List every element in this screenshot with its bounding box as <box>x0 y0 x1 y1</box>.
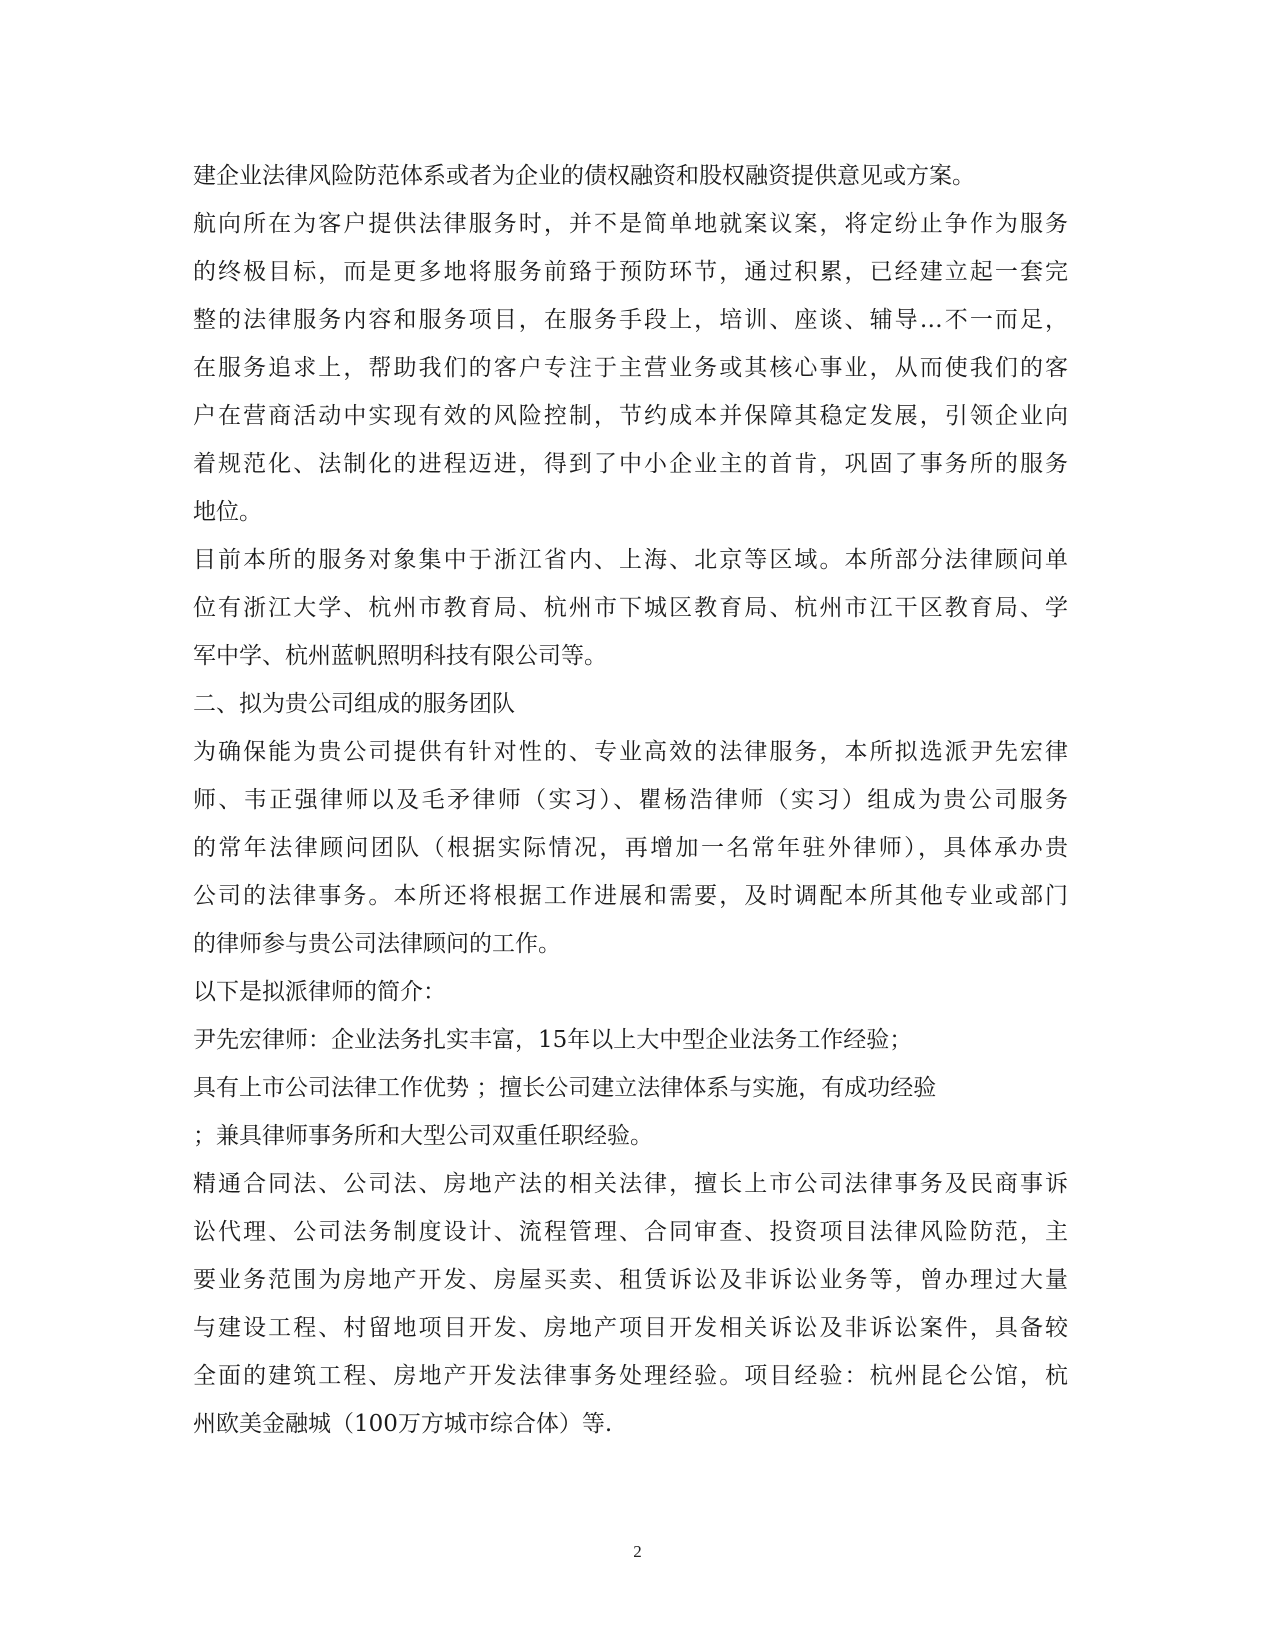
text-line: ；兼具律师事务所和大型公司双重任职经验。 <box>193 1123 653 1149</box>
text-line: 的终极目标，而是更多地将服务前臵于预防环节，通过积累，已经建立起一套完 <box>193 259 1068 285</box>
text-line: 的常年法律顾问团队（根据实际情况，再增加一名常年驻外律师），具体承办贵 <box>193 835 1068 861</box>
text-line: 为确保能为贵公司提供有针对性的、专业高效的法律服务，本所拟选派尹先宏律 <box>193 739 1068 765</box>
text-line: 建企业法律风险防范体系或者为企业的债权融资和股权融资提供意见或方案。 <box>193 163 975 189</box>
text-line: 军中学、杭州蓝帆照明科技有限公司等。 <box>193 643 607 669</box>
text-line: 的律师参与贵公司法律顾问的工作。 <box>193 931 561 957</box>
text-line: 精通合同法、公司法、房地产法的相关法律，擅长上市公司法律事务及民商事诉 <box>193 1171 1068 1197</box>
text-line: 要业务范围为房地产开发、房屋买卖、租赁诉讼及非诉讼业务等，曾办理过大量 <box>193 1267 1068 1293</box>
text-line: 全面的建筑工程、房地产开发法律事务处理经验。项目经验：杭州昆仑公馆，杭 <box>193 1363 1068 1389</box>
text-line: 在服务追求上，帮助我们的客户专注于主营业务或其核心事业，从而使我们的客 <box>193 355 1068 381</box>
text-line: 与建设工程、村留地项目开发、房地产项目开发相关诉讼及非诉讼案件，具备较 <box>193 1315 1068 1341</box>
text-line: 州欧美金融城（100万方城市综合体）等. <box>193 1411 613 1437</box>
text-line: 具有上市公司法律工作优势 ；擅长公司建立法律体系与实施，有成功经验 <box>193 1075 937 1101</box>
text-line: 公司的法律事务。本所还将根据工作进展和需要，及时调配本所其他专业或部门 <box>193 883 1068 909</box>
text-line: 讼代理、公司法务制度设计、流程管理、合同审查、投资项目法律风险防范，主 <box>193 1219 1068 1245</box>
text-line: 航向所在为客户提供法律服务时，并不是简单地就案议案，将定纷止争作为服务 <box>193 211 1068 237</box>
page-number: 2 <box>633 1542 642 1561</box>
text-line: 目前本所的服务对象集中于浙江省内、上海、北京等区域。本所部分法律顾问单 <box>193 547 1068 573</box>
text-line: 地位。 <box>193 499 262 525</box>
text-line: 位有浙江大学、杭州市教育局、杭州市下城区教育局、杭州市江干区教育局、学 <box>193 595 1068 621</box>
text-line: 师、韦正强律师以及毛矛律师（实习）、瞿杨浩律师（实习）组成为贵公司服务 <box>193 787 1068 813</box>
text-line: 户在营商活动中实现有效的风险控制，节约成本并保障其稳定发展，引领企业向 <box>193 403 1068 429</box>
document-body <box>193 152 1068 1448</box>
text-line: 以下是拟派律师的简介： <box>193 979 446 1005</box>
text-line: 整的法律服务内容和服务项目，在服务手段上，培训、座谈、辅导…不一而足， <box>193 307 1068 333</box>
section-heading: 二、拟为贵公司组成的服务团队 <box>193 691 515 717</box>
text-line: 着规范化、法制化的进程迈进，得到了中小企业主的首肯，巩固了事务所的服务 <box>193 451 1068 477</box>
text-line: 尹先宏律师：企业法务扎实丰富，15年以上大中型企业法务工作经验； <box>193 1027 913 1053</box>
